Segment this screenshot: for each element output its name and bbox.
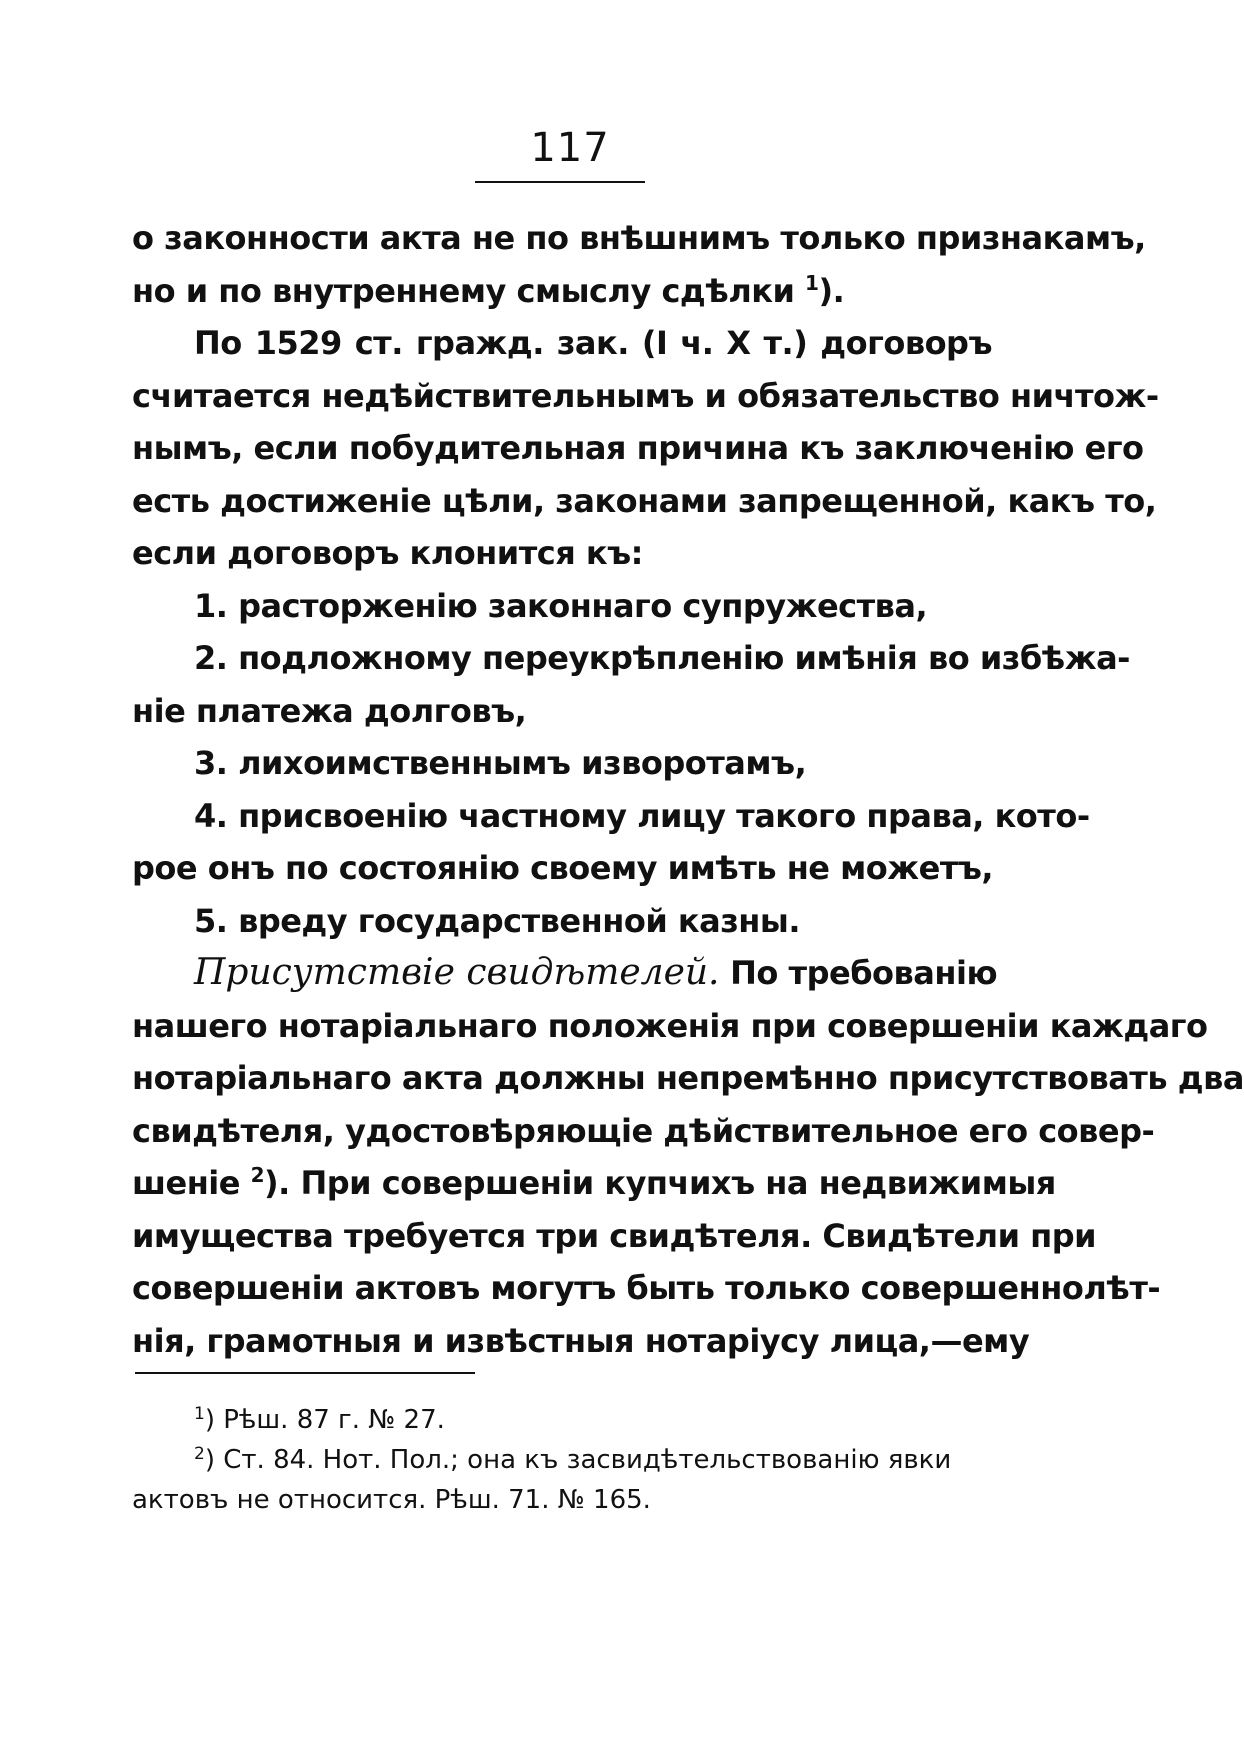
text-line: совершеніи актовъ могутъ быть только совершеннолѣт- — [132, 1269, 1161, 1307]
text-line: По 1529 ст. гражд. зак. (I ч. X т.) договоръ — [194, 324, 993, 362]
page-number-rule — [475, 181, 645, 183]
text-line: о законности акта не по внѣшнимъ только признакамъ, — [132, 219, 1146, 257]
text-line: имущества требуется три свидѣтеля. Свидѣтели при — [132, 1216, 1097, 1255]
footnote-ref-close: ). — [818, 271, 845, 310]
text-line: нотаріальнаго акта должны непремѣнно присутствовать два — [132, 1059, 1244, 1097]
body-text — [132, 212, 1244, 1367]
text-line: считается недѣйствительнымъ и обязательство ничтож- — [132, 376, 1159, 415]
text-line: рое онъ по состоянію своему имѣть не можетъ, — [132, 849, 994, 887]
text-line: есть достиженіе цѣли, законами запрещенной, какъ то, — [132, 481, 1157, 520]
text-segment: шеніе — [132, 1164, 240, 1202]
footnotes — [132, 1400, 992, 1520]
list-item: 4. присвоенію частному лицу такого права, кото- — [194, 796, 1090, 835]
section-heading: Присутствіе свидѣтелей. — [194, 952, 720, 993]
list-item: 1. расторженію законнаго супружества, — [194, 586, 928, 625]
list-item: 5. вреду государственной казны. — [194, 901, 800, 940]
list-item: 3. лихоимственнымъ изворотамъ, — [194, 744, 807, 782]
text-line: нія, грамотныя и извѣстныя нотаріусу лица,—ему — [132, 1321, 1030, 1360]
text-line — [132, 947, 998, 1000]
text-line: нымъ, если побудительная причина къ заключенію его — [132, 429, 1144, 467]
footnote-text: ) Ст. 84. Нот. Пол.; она къ засвидѣтельствованію явки — [204, 1445, 952, 1475]
footnote-continuation: актовъ не относится. Рѣш. 71. № 165. — [132, 1485, 651, 1515]
footnote-text: ) Рѣш. 87 г. № 27. — [204, 1405, 445, 1435]
footnote-ref-close: ). — [264, 1164, 290, 1202]
list-item: 2. подложному переукрѣпленію имѣнія во избѣжа- — [194, 639, 1130, 677]
text-segment: но и по внутреннему смыслу сдѣлки — [132, 271, 795, 310]
footnote-ref: 2 — [250, 1163, 265, 1187]
text-line — [132, 265, 992, 318]
text-segment: По требованію — [730, 954, 998, 992]
footnote — [132, 1400, 992, 1440]
footnote — [132, 1440, 992, 1480]
page-number: 117 — [530, 125, 610, 171]
text-line: если договоръ клонится къ: — [132, 534, 643, 572]
footnote-marker: 1 — [194, 1404, 205, 1424]
text-line — [132, 1157, 1056, 1210]
footnote-marker: 2 — [194, 1444, 205, 1464]
text-segment: При совершеніи купчихъ на недвижимыя — [300, 1164, 1056, 1202]
text-line: свидѣтеля, удостовѣряющіе дѣйствительное его совер- — [132, 1111, 1155, 1150]
text-line: нашего нотаріальнаго положенія при совершеніи каждаго — [132, 1006, 1208, 1045]
footnote-rule — [135, 1372, 475, 1374]
text-line: ніе платежа долговъ, — [132, 691, 527, 730]
footnote-ref: 1 — [805, 270, 819, 295]
